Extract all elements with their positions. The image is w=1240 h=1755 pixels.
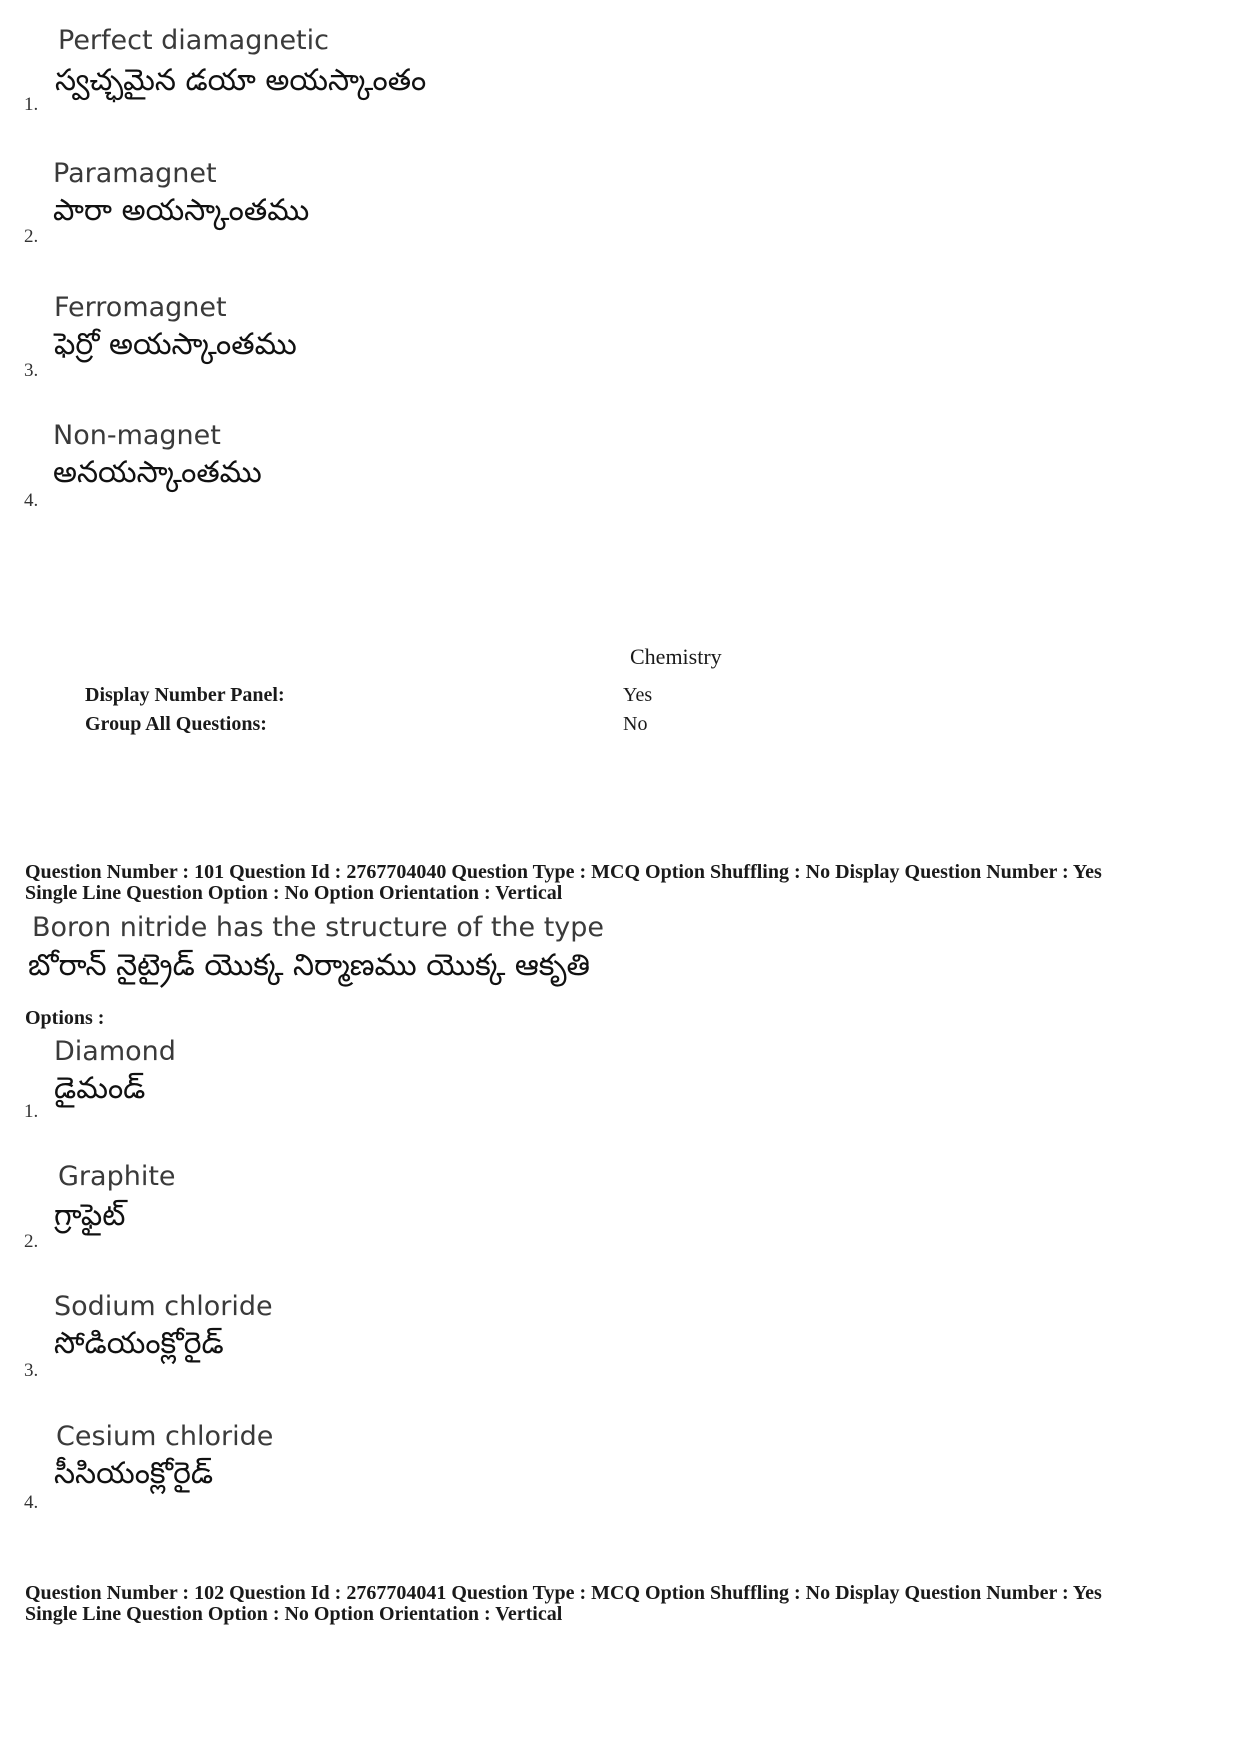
display-number-panel-label: Display Number Panel: xyxy=(85,684,285,706)
q101-option-1-number: 1. xyxy=(24,1101,39,1122)
q101-options-label: Options : xyxy=(25,1007,105,1029)
q101-option-2-number: 2. xyxy=(24,1231,39,1252)
prev-option-4-te: అనయస్కాంతము xyxy=(53,455,262,490)
q102-meta-line1: Question Number : 102 Question Id : 2767704041 Question Type : MCQ Option Shuffling : No Display Question Number : Yes xyxy=(25,1582,1102,1604)
q101-question-en: Boron nitride has the structure of the type xyxy=(32,912,605,943)
group-all-questions-value: No xyxy=(623,713,648,735)
prev-option-1-number: 1. xyxy=(24,94,39,115)
q101-option-1-en: Diamond xyxy=(54,1036,176,1067)
q101-option-4-en: Cesium chloride xyxy=(56,1421,274,1452)
prev-option-1-te: స్వచ్ఛమైన డయా అయస్కాంతం xyxy=(55,63,427,98)
q101-question-te: బోరాన్ నైట్రైడ్ యొక్క నిర్మాణము యొక్క ఆకృతి xyxy=(28,948,590,983)
section-title: Chemistry xyxy=(630,644,722,669)
q101-option-2-en: Graphite xyxy=(58,1161,176,1192)
prev-option-3-en: Ferromagnet xyxy=(54,292,227,323)
q101-option-3-en: Sodium chloride xyxy=(54,1291,273,1322)
prev-option-3-number: 3. xyxy=(24,360,39,381)
prev-option-4-number: 4. xyxy=(24,490,39,511)
prev-option-2-en: Paramagnet xyxy=(53,158,217,189)
q101-meta-line1: Question Number : 101 Question Id : 2767704040 Question Type : MCQ Option Shuffling : No Display Question Number : Yes xyxy=(25,861,1102,883)
q101-option-3-number: 3. xyxy=(24,1360,39,1381)
prev-option-1-en: Perfect diamagnetic xyxy=(58,25,329,56)
q101-option-4-number: 4. xyxy=(24,1492,39,1513)
group-all-questions-label: Group All Questions: xyxy=(85,713,267,735)
q102-meta-line2: Single Line Question Option : No Option Orientation : Vertical xyxy=(25,1603,563,1625)
q101-option-3-te: సోడియంక్లోరైడ్ xyxy=(54,1326,224,1361)
q101-option-2-te: గ్రాఫైట్ xyxy=(54,1198,126,1233)
q101-option-1-te: డైమండ్ xyxy=(54,1071,146,1106)
prev-option-4-en: Non-magnet xyxy=(53,420,221,451)
q101-meta-line2: Single Line Question Option : No Option Orientation : Vertical xyxy=(25,882,563,904)
prev-option-2-number: 2. xyxy=(24,226,39,247)
q101-option-4-te: సీసియంక్లోరైడ్ xyxy=(54,1456,214,1491)
prev-option-3-te: ఫెర్రో అయస్కాంతము xyxy=(54,327,297,362)
display-number-panel-value: Yes xyxy=(623,684,653,706)
prev-option-2-te: పారా అయస్కాంతము xyxy=(53,193,310,228)
